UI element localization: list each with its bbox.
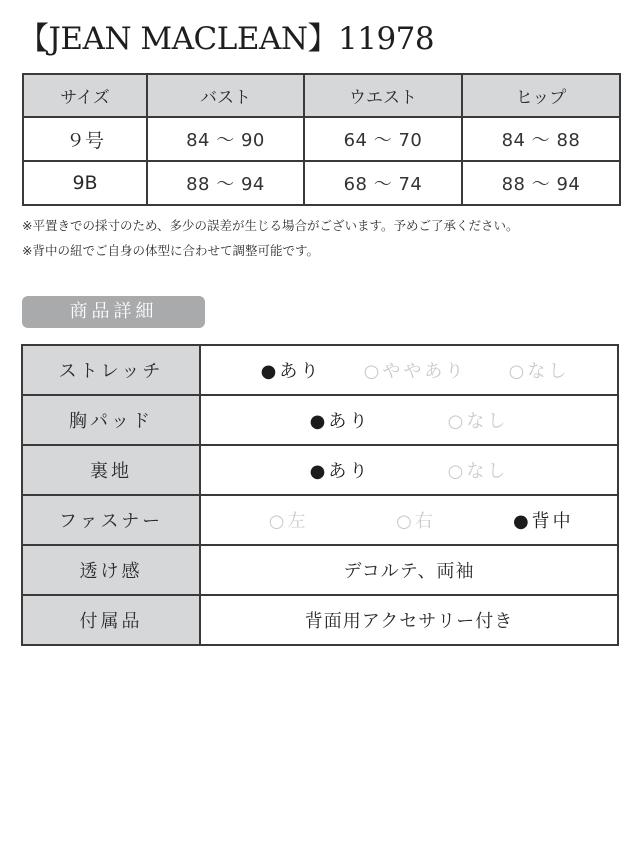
- option-selected: ●あり: [260, 361, 322, 382]
- option-unselected: ○右: [396, 511, 436, 532]
- detail-options: [200, 395, 618, 445]
- detail-row-stretch: [22, 345, 618, 395]
- option-unselected: ○なし: [508, 361, 570, 382]
- detail-options: [200, 495, 618, 545]
- option-unselected: ○なし: [447, 461, 509, 482]
- option-unselected: ○左: [268, 511, 309, 532]
- header-bust: バスト: [147, 74, 304, 117]
- size-table-header-row: [23, 74, 620, 117]
- waist-value: 64 ～ 70: [304, 117, 462, 161]
- detail-row-accessories: [22, 595, 618, 645]
- option-selected: ●あり: [309, 461, 371, 482]
- detail-row-chest-pad: [22, 395, 618, 445]
- detail-label: ファスナー: [22, 495, 200, 545]
- detail-row-lining: [22, 445, 618, 495]
- detail-label: 付属品: [22, 595, 200, 645]
- measurement-note: ※平置きでの採寸のため、多少の誤差が生じる場合がございます。予めご了承ください。: [22, 218, 519, 233]
- size-label: ９号: [23, 117, 147, 161]
- hip-value: 84 ～ 88: [462, 117, 620, 161]
- size-table: [22, 73, 621, 206]
- detail-label: 胸パッド: [22, 395, 200, 445]
- option-selected: ●背中: [512, 511, 574, 532]
- details-table: [21, 344, 619, 646]
- table-row: [23, 117, 620, 161]
- detail-row-fastener: [22, 495, 618, 545]
- detail-value: デコルテ、両袖: [200, 545, 618, 595]
- adjustment-note: ※背中の紐でご自身の体型に合わせて調整可能です。: [22, 243, 319, 258]
- detail-options: [200, 345, 618, 395]
- detail-row-sheerness: [22, 545, 618, 595]
- table-row: [23, 161, 620, 205]
- option-unselected: ○なし: [447, 411, 509, 432]
- option-unselected: ○ややあり: [363, 361, 467, 382]
- detail-value: 背面用アクセサリー付き: [200, 595, 618, 645]
- header-waist: ウエスト: [304, 74, 462, 117]
- product-title: 【JEAN MACLEAN】11978: [18, 21, 435, 57]
- header-size: サイズ: [23, 74, 147, 117]
- detail-label: 裏地: [22, 445, 200, 495]
- bust-value: 84 ～ 90: [147, 117, 304, 161]
- detail-label: 透け感: [22, 545, 200, 595]
- size-label: 9B: [23, 161, 147, 205]
- option-selected: ●あり: [309, 411, 371, 432]
- section-title: 商品詳細: [22, 296, 205, 328]
- detail-label: ストレッチ: [22, 345, 200, 395]
- waist-value: 68 ～ 74: [304, 161, 462, 205]
- header-hip: ヒップ: [462, 74, 620, 117]
- hip-value: 88 ～ 94: [462, 161, 620, 205]
- bust-value: 88 ～ 94: [147, 161, 304, 205]
- detail-options: [200, 445, 618, 495]
